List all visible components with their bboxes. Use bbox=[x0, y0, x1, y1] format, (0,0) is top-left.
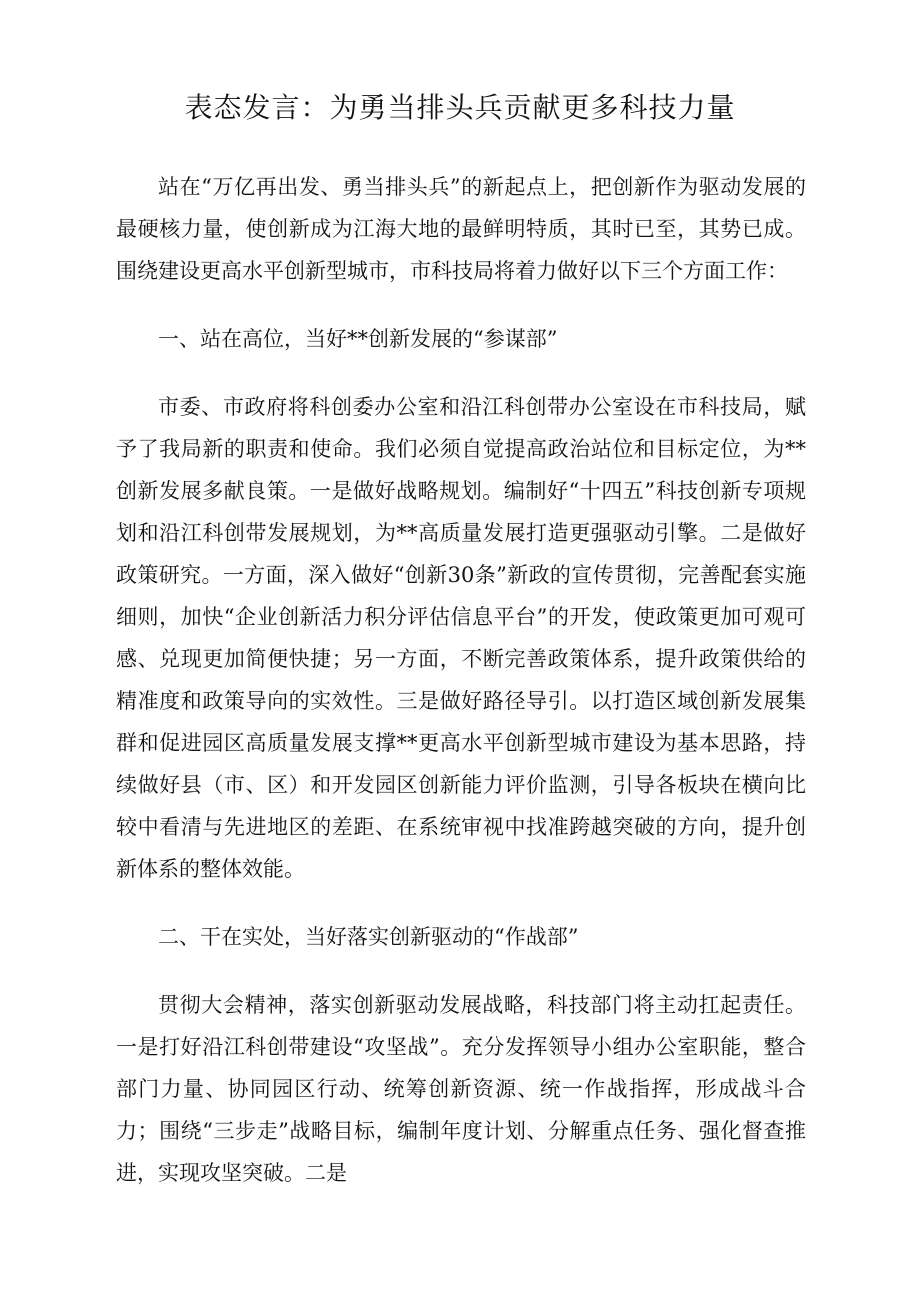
section-1-paragraph: 市委、市政府将科创委办公室和沿江科创带办公室设在市科技局，赋予了我局新的职责和使命。我们必须自觉提高政治站位和目标定位，为**创新发展多献良策。一是做好战略规划。编制好“十四五”科技创新专项规划和沿江科创带发展规划，为**高质量发展打造更强驱动引擎。二是做好政策研究。一方面，深入做好“创新30条”新政的宣传贯彻，完善配套实施细则，加快“企业创新活力积分评估信息平台”的开发，使政策更加可观可感、兑现更加简便快捷；另一方面，不断完善政策体系，提升政策供给的精准度和政策导向的实效性。三是做好路径导引。以打造区域创新发展集群和促进园区高质量发展支撑**更高水平创新型城市建设为基本思路，持续做好县（市、区）和开发园区创新能力评价监测，引导各板块在横向比较中看清与先进地区的差距、在系统审视中找准跨越突破的方向，提升创新体系的整体效能。 bbox=[116, 395, 806, 881]
intro-paragraph: 站在“万亿再出发、勇当排头兵”的新起点上，把创新作为驱动发展的最硬核力量，使创新成为江海大地的最鲜明特质，其时已至，其势已成。围绕建设更高水平创新型城市，市科技局将着力做好以下三个方面工作： bbox=[116, 175, 806, 283]
section-1-heading: 一、站在高位，当好**创新发展的“参谋部” bbox=[158, 327, 558, 351]
document-title: 表态发言：为勇当排头兵贡献更多科技力量 bbox=[184, 91, 736, 124]
document-body bbox=[116, 166, 806, 1220]
section-2-paragraph: 贯彻大会精神，落实创新驱动发展战略，科技部门将主动扛起责任。一是打好沿江科创带建设“攻坚战”。充分发挥领导小组办公室职能，整合部门力量、协同园区行动、统筹创新资源、统一作战指挥，形成战斗合力；围绕“三步走”战略目标，编制年度计划、分解重点任务、强化督查推进，实现攻坚突破。二是 bbox=[116, 993, 806, 1185]
section-2-heading: 二、干在实处，当好落实创新驱动的“作战部” bbox=[158, 925, 579, 949]
